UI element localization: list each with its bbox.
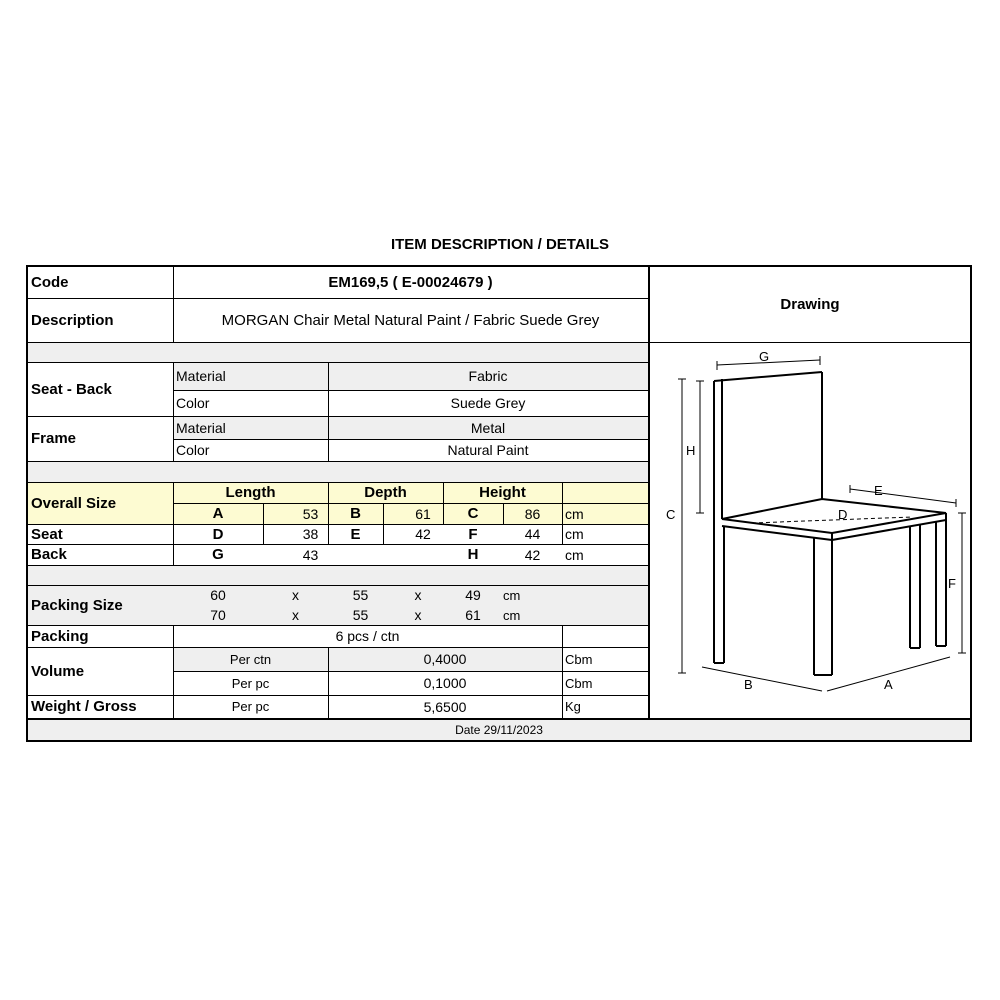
separator-row bbox=[28, 565, 650, 585]
frame-material-value: Metal bbox=[470, 419, 506, 436]
code-value: EM169,5 ( E-00024679 ) bbox=[328, 274, 493, 291]
volume-per-pc-value: 0,1000 bbox=[423, 675, 467, 691]
dim-value-f: 44 bbox=[524, 526, 541, 542]
dim-value-e: 42 bbox=[415, 526, 431, 542]
seat-back-label: Seat - Back bbox=[31, 380, 112, 398]
volume-per-ctn-value: 0,4000 bbox=[423, 651, 467, 667]
volume-label: Volume bbox=[31, 662, 85, 680]
weight-per-pc-label: Per pc bbox=[231, 699, 270, 714]
weight-value: 5,6500 bbox=[423, 698, 467, 715]
back-label: Back bbox=[31, 546, 67, 563]
volume-per-pc-label: Per pc bbox=[231, 675, 270, 691]
grid-line bbox=[28, 461, 648, 462]
drawing-letter-e: E bbox=[874, 483, 883, 498]
weight-unit: Kg bbox=[565, 699, 581, 714]
packing-size-1-width: 60 bbox=[210, 587, 226, 603]
seat-unit: cm bbox=[565, 526, 584, 542]
height-header: Height bbox=[479, 484, 526, 501]
frame-color-label: Color bbox=[176, 442, 210, 458]
overall-unit: cm bbox=[565, 505, 584, 522]
dim-key-f: F bbox=[468, 525, 478, 543]
packing-size-2-unit: cm bbox=[503, 607, 521, 623]
page-title: ITEM DESCRIPTION / DETAILS bbox=[390, 236, 610, 253]
dim-key-a: A bbox=[212, 505, 224, 522]
drawing-letter-f: F bbox=[948, 576, 956, 591]
seat-back-material-value: Fabric bbox=[468, 368, 508, 384]
dim-value-d: 38 bbox=[302, 526, 319, 542]
chair-drawing bbox=[652, 343, 972, 701]
dim-value-a: 53 bbox=[302, 505, 319, 522]
volume-per-ctn-unit: Cbm bbox=[565, 651, 593, 667]
drawing-letter-b: B bbox=[744, 677, 753, 692]
depth-header: Depth bbox=[364, 484, 407, 501]
drawing-letter-g: G bbox=[759, 349, 770, 364]
seat-back-color-value: Suede Grey bbox=[450, 395, 526, 411]
seat-back-color-label: Color bbox=[176, 395, 210, 411]
dim-value-c: 86 bbox=[524, 505, 541, 522]
back-unit: cm bbox=[565, 546, 584, 563]
packing-size-label: Packing Size bbox=[31, 596, 123, 614]
description-value: MORGAN Chair Metal Natural Paint / Fabric Suede Grey bbox=[221, 311, 600, 329]
drawing-letter-c: C bbox=[666, 507, 676, 522]
dim-value-h: 42 bbox=[524, 546, 541, 563]
volume-per-ctn-label: Per ctn bbox=[229, 651, 272, 667]
packing-size-2-height: 61 bbox=[465, 607, 481, 623]
drawing-letter-d: D bbox=[838, 507, 848, 522]
seat-back-material-label: Material bbox=[176, 368, 226, 384]
packing-size-1-x: x bbox=[414, 587, 422, 603]
separator-row bbox=[28, 342, 650, 362]
packing-size-2-depth: 55 bbox=[352, 607, 369, 623]
seat-label: Seat bbox=[31, 525, 63, 543]
code-label: Code bbox=[31, 274, 69, 291]
dim-key-h: H bbox=[467, 546, 479, 563]
dim-key-g: G bbox=[212, 546, 224, 563]
drawing-label: Drawing bbox=[780, 296, 840, 313]
packing-value: 6 pcs / ctn bbox=[335, 628, 400, 644]
dim-value-g: 43 bbox=[302, 546, 319, 563]
frame-color-value: Natural Paint bbox=[447, 442, 529, 458]
frame-material-label: Material bbox=[176, 419, 226, 436]
drawing-letter-h: H bbox=[686, 443, 696, 458]
packing-size-1-depth: 55 bbox=[352, 587, 369, 603]
packing-size-2-x: x bbox=[292, 607, 299, 623]
grid-line bbox=[28, 565, 648, 566]
weight-label: Weight / Gross bbox=[31, 698, 137, 715]
packing-size-2-x: x bbox=[414, 607, 422, 623]
dim-key-e: E bbox=[350, 525, 361, 543]
item-details-sheet bbox=[26, 265, 972, 742]
drawing-letter-a: A bbox=[884, 677, 893, 692]
volume-per-pc-unit: Cbm bbox=[565, 675, 593, 691]
dim-key-c: C bbox=[467, 505, 479, 522]
dim-value-b: 61 bbox=[415, 505, 431, 522]
dim-key-d: D bbox=[212, 525, 224, 543]
packing-size-2-width: 70 bbox=[210, 607, 226, 623]
separator-row bbox=[28, 461, 650, 482]
packing-size-1-unit: cm bbox=[503, 587, 521, 603]
length-header: Length bbox=[225, 484, 276, 501]
dim-key-b: B bbox=[350, 505, 361, 522]
date-text: Date 29/11/2023 bbox=[455, 722, 543, 737]
description-label: Description bbox=[31, 311, 114, 329]
packing-label: Packing bbox=[31, 627, 89, 645]
overall-size-label: Overall Size bbox=[31, 494, 117, 512]
packing-size-1-x: x bbox=[292, 587, 299, 603]
frame-label: Frame bbox=[31, 430, 77, 447]
packing-size-1-height: 49 bbox=[465, 587, 481, 603]
